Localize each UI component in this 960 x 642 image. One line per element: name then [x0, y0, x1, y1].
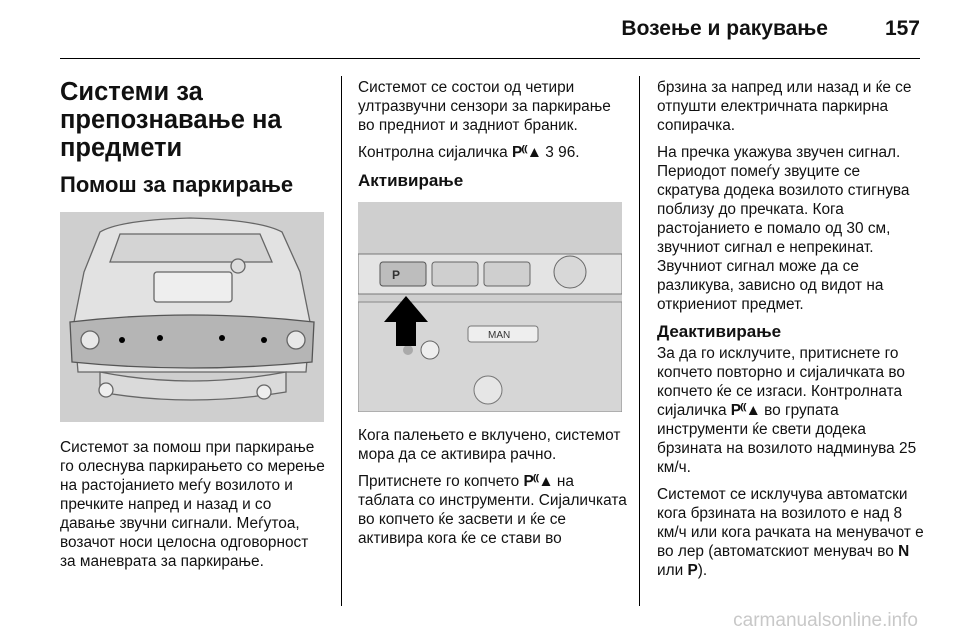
col1-paragraph: Системот за помош при паркирање го олеснува паркирањето со мерење на растојанието меѓу возилото и пречките напред и назад и со давање звучни сигнали. Меѓутоа, возачот носи целосна одговорност за маневрата за паркирање.	[60, 439, 325, 570]
page-header	[0, 0, 960, 58]
col3-paragraph-1: брзина за напред или назад и ќе се отпушти електричната паркирна сопирачка.	[657, 79, 912, 134]
subsection-heading: Помош за паркирање	[60, 172, 294, 197]
parking-assist-icon: P⁽⁽▲	[523, 473, 553, 490]
svg-text:P: P	[392, 268, 401, 282]
parking-assist-icon: P⁽⁽▲	[730, 402, 760, 419]
page-number: 157	[884, 17, 920, 40]
dashboard-buttons-illustration	[358, 202, 622, 412]
col2-paragraph-3: Кога палењето е вклучено, системот мора да се активира рачно.	[358, 427, 621, 463]
column-3	[657, 78, 925, 588]
dashboard-panel-icon	[358, 202, 622, 412]
rear-bumper-icon	[60, 212, 324, 422]
activation-heading: Активирање	[358, 171, 464, 190]
col2-paragraph-4: Притиснете го копчето P⁽⁽▲ на таблата со инструменти. Сијаличката во копчето ќе засвети и ќе се активира кога ќе се стави во	[358, 473, 627, 547]
col2-paragraph-1: Системот се состои од четири ултразвучни сензори за паркирање во предниот и задниот браник.	[358, 79, 611, 134]
rear-bumper-illustration	[60, 212, 324, 422]
header-rule	[60, 58, 920, 59]
column-2	[358, 78, 628, 556]
parking-assist-icon: P⁽⁽▲	[511, 144, 542, 161]
deactivation-heading: Деактивирање	[657, 322, 782, 341]
col3-paragraph-3: За да го исклучите, притиснете го копчето повторно и сијаличката во копчето ќе се изгаси. Контролната сијаличка P⁽⁽▲ во групата инструменти ќе свети додека брзината на возилото надминува 25 км/ч.	[657, 345, 917, 476]
section-heading: Системи за препознавање на предмети	[60, 78, 282, 162]
col3-paragraph-4: Системот се исклучува автоматски кога брзината на возилото е над 8 км/ч или кога рачката на менувачот е во лер (автоматскиот менувач во N или P).	[657, 486, 924, 579]
gear-n: N	[898, 543, 910, 560]
man-button-label: MAN	[488, 330, 511, 341]
col3-paragraph-2: На пречка укажува звучен сигнал. Периодот помеѓу звуците се скратува додека возилото стигнува поблизу до пречката. Кога растојанието е помало од 30 см, звучниот сигнал е непрекинат. Звучниот сигнал може да се разликува, зависно од видот на откриениот предмет.	[657, 144, 910, 313]
col2-control-ref: Контролна сијаличка P⁽⁽▲ 3 96.	[358, 144, 580, 161]
column-divider-1	[341, 76, 342, 606]
header-title: Возење и ракување	[621, 17, 828, 40]
watermark: carmanualsonline.info	[733, 610, 918, 631]
column-1	[60, 78, 328, 579]
column-divider-2	[639, 76, 640, 606]
gear-p: P	[687, 562, 698, 579]
